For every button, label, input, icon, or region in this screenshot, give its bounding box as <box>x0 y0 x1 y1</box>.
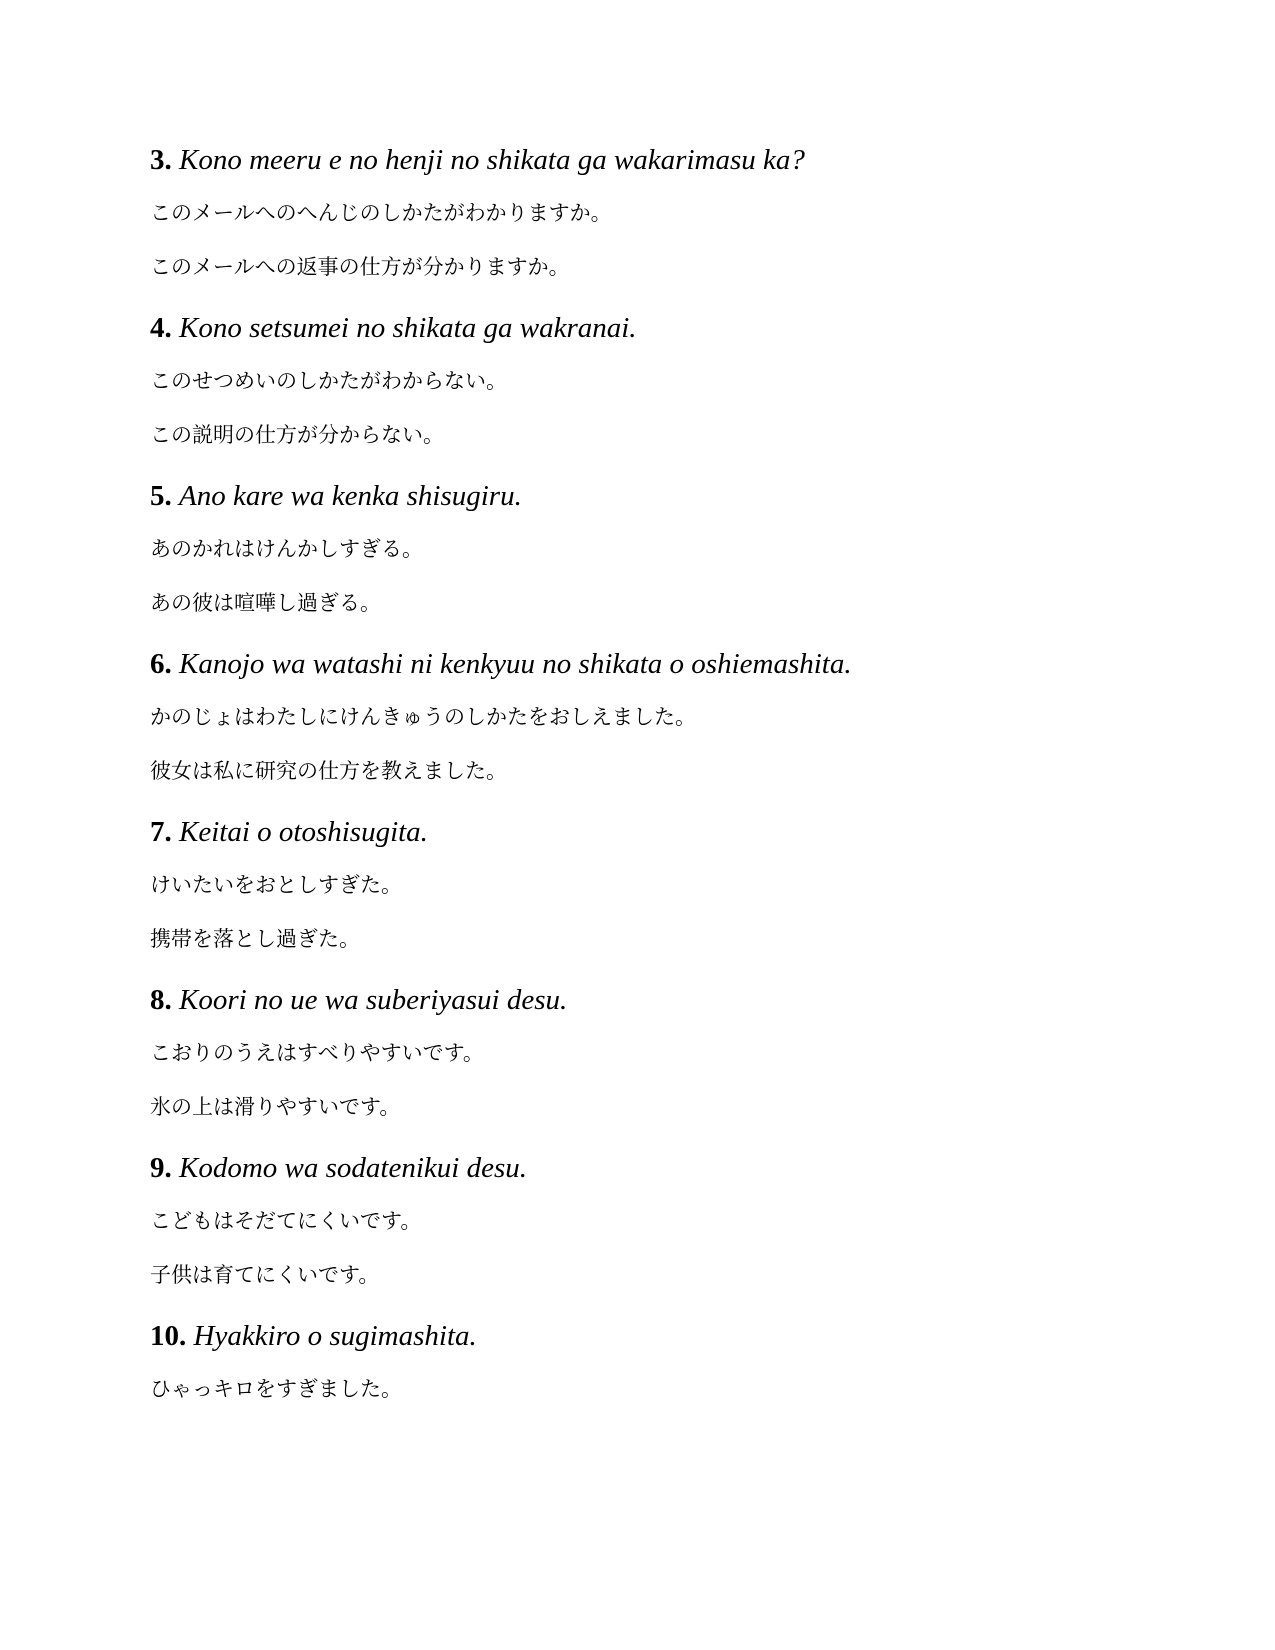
document-page <box>150 140 1150 1404</box>
romaji-text: Ano kare wa kenka shisugiru. <box>179 480 522 512</box>
item-number: 6. <box>150 648 172 680</box>
kana-sentence: けいたいをおとしすぎた。 <box>150 873 402 897</box>
item-number: 5. <box>150 480 172 512</box>
romaji-text: Kanojo wa watashi ni kenkyuu no shikata o oshiemashita. <box>179 648 852 680</box>
romaji-sentence <box>150 1148 1150 1188</box>
kana-sentence: こどもはそだてにくいです。 <box>150 1209 422 1233</box>
exercise-item <box>150 1316 1150 1404</box>
romaji-sentence <box>150 476 1150 516</box>
exercise-item <box>150 476 1150 618</box>
romaji-text: Hyakkiro o sugimashita. <box>193 1320 477 1352</box>
kanji-sentence: 彼女は私に研究の仕方を教えました。 <box>150 759 507 783</box>
exercise-item <box>150 812 1150 954</box>
item-number: 7. <box>150 816 172 848</box>
item-number: 4. <box>150 312 172 344</box>
item-number: 9. <box>150 1152 172 1184</box>
romaji-text: Kono meeru e no henji no shikata ga wakarimasu ka? <box>179 144 805 176</box>
romaji-text: Kono setsumei no shikata ga wakranai. <box>179 312 637 344</box>
kanji-sentence: 氷の上は滑りやすいです。 <box>150 1095 401 1119</box>
romaji-sentence <box>150 980 1150 1020</box>
kana-sentence: ひゃっキロをすぎました。 <box>150 1377 402 1401</box>
romaji-text: Koori no ue wa suberiyasui desu. <box>179 984 568 1016</box>
exercise-item <box>150 308 1150 450</box>
romaji-text: Kodomo wa sodatenikui desu. <box>179 1152 527 1184</box>
kana-sentence: かのじょはわたしにけんきゅうのしかたをおしえました。 <box>150 705 696 729</box>
romaji-sentence <box>150 308 1150 348</box>
exercise-item <box>150 644 1150 786</box>
romaji-sentence <box>150 1316 1150 1356</box>
romaji-sentence <box>150 140 1150 180</box>
kanji-sentence: このメールへの返事の仕方が分かりますか。 <box>150 255 570 279</box>
kana-sentence: あのかれはけんかしすぎる。 <box>150 537 423 561</box>
item-number: 10. <box>150 1320 187 1352</box>
romaji-text: Keitai o otoshisugita. <box>179 816 428 848</box>
exercise-item <box>150 980 1150 1122</box>
kanji-sentence: 子供は育てにくいです。 <box>150 1263 380 1287</box>
romaji-sentence <box>150 644 1150 684</box>
kanji-sentence: あの彼は喧嘩し過ぎる。 <box>150 591 381 615</box>
exercise-item <box>150 140 1150 282</box>
kana-sentence: このせつめいのしかたがわからない。 <box>150 369 507 393</box>
kana-sentence: このメールへのへんじのしかたがわかりますか。 <box>150 201 612 225</box>
romaji-sentence <box>150 812 1150 852</box>
item-number: 8. <box>150 984 172 1016</box>
item-number: 3. <box>150 144 172 176</box>
exercise-item <box>150 1148 1150 1290</box>
kanji-sentence: この説明の仕方が分からない。 <box>150 423 444 447</box>
kana-sentence: こおりのうえはすべりやすいです。 <box>150 1041 484 1065</box>
kanji-sentence: 携帯を落とし過ぎた。 <box>150 927 360 951</box>
